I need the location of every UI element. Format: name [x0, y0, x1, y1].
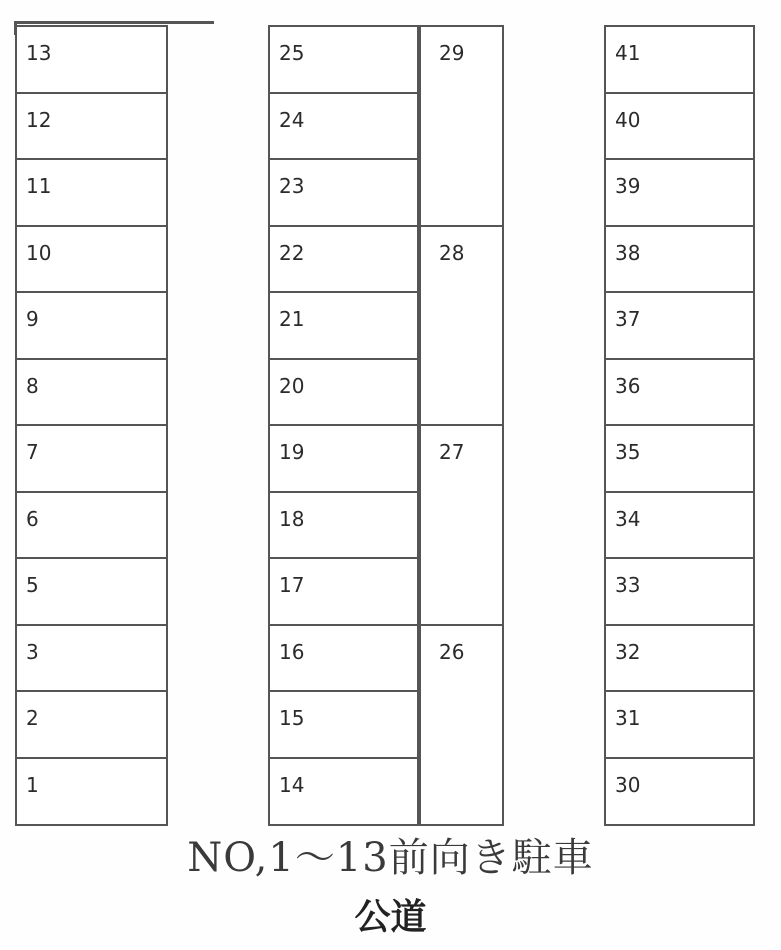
stall-number: 35 — [615, 440, 641, 464]
parking-stall — [419, 624, 504, 826]
parking-stall — [15, 690, 168, 759]
parking-stall — [268, 358, 419, 427]
parking-stall — [15, 92, 168, 161]
parking-stall — [15, 225, 168, 294]
parking-stall — [419, 424, 504, 626]
parking-stall — [268, 690, 419, 759]
stall-number: 40 — [615, 108, 641, 132]
parking-stall — [268, 158, 419, 227]
parking-stall — [604, 757, 755, 826]
stall-number: 13 — [26, 41, 52, 65]
parking-stall — [604, 225, 755, 294]
parking-stall — [604, 690, 755, 759]
stall-number: 25 — [279, 41, 305, 65]
parking-stall — [268, 291, 419, 360]
parking-stall — [419, 225, 504, 427]
stall-number: 36 — [615, 374, 641, 398]
top-boundary-line — [14, 21, 214, 24]
stall-number: 12 — [26, 108, 52, 132]
stall-number: 31 — [615, 706, 641, 730]
parking-caption: NO,1～13前向き駐車 — [187, 835, 594, 881]
stall-number: 11 — [26, 174, 52, 198]
parking-stall — [15, 757, 168, 826]
stall-number: 23 — [279, 174, 305, 198]
parking-stall — [604, 424, 755, 493]
parking-stall — [15, 557, 168, 626]
stall-number: 30 — [615, 773, 641, 797]
stall-number: 1 — [26, 773, 39, 797]
parking-stall — [604, 491, 755, 560]
stall-number: 2 — [26, 706, 39, 730]
stall-number: 14 — [279, 773, 305, 797]
stall-number: 37 — [615, 307, 641, 331]
parking-stall — [15, 358, 168, 427]
parking-stall — [268, 757, 419, 826]
stall-number: 7 — [26, 440, 39, 464]
parking-stall — [419, 25, 504, 227]
stall-number: 20 — [279, 374, 305, 398]
stall-number: 29 — [439, 41, 465, 65]
stall-number: 10 — [26, 241, 52, 265]
stall-number: 26 — [439, 640, 465, 664]
parking-stall — [15, 424, 168, 493]
stall-number: 28 — [439, 241, 465, 265]
stall-number: 27 — [439, 440, 465, 464]
parking-stall — [268, 225, 419, 294]
stall-number: 34 — [615, 507, 641, 531]
stall-number: 8 — [26, 374, 39, 398]
parking-stall — [268, 92, 419, 161]
stall-number: 39 — [615, 174, 641, 198]
stall-number: 19 — [279, 440, 305, 464]
parking-stall — [604, 158, 755, 227]
stall-number: 6 — [26, 507, 39, 531]
parking-stall — [604, 358, 755, 427]
stall-number: 18 — [279, 507, 305, 531]
stall-number: 38 — [615, 241, 641, 265]
parking-stall — [604, 92, 755, 161]
stall-number: 24 — [279, 108, 305, 132]
parking-stall — [268, 491, 419, 560]
parking-stall — [15, 291, 168, 360]
stall-number: 9 — [26, 307, 39, 331]
stall-number: 5 — [26, 573, 39, 597]
public-road-label: 公道 — [354, 897, 427, 938]
parking-stall — [268, 557, 419, 626]
stall-number: 15 — [279, 706, 305, 730]
parking-stall — [15, 491, 168, 560]
parking-stall — [604, 624, 755, 693]
parking-stall — [604, 557, 755, 626]
parking-stall — [268, 624, 419, 693]
stall-number: 22 — [279, 241, 305, 265]
parking-stall — [15, 624, 168, 693]
stall-number: 41 — [615, 41, 641, 65]
stall-number: 33 — [615, 573, 641, 597]
stall-number: 3 — [26, 640, 39, 664]
parking-stall — [15, 158, 168, 227]
parking-stall — [268, 424, 419, 493]
parking-stall — [15, 25, 168, 94]
stall-number: 21 — [279, 307, 305, 331]
parking-stall — [604, 291, 755, 360]
stall-number: 17 — [279, 573, 305, 597]
stall-number: 16 — [279, 640, 305, 664]
parking-stall — [268, 25, 419, 94]
parking-stall — [604, 25, 755, 94]
stall-number: 32 — [615, 640, 641, 664]
